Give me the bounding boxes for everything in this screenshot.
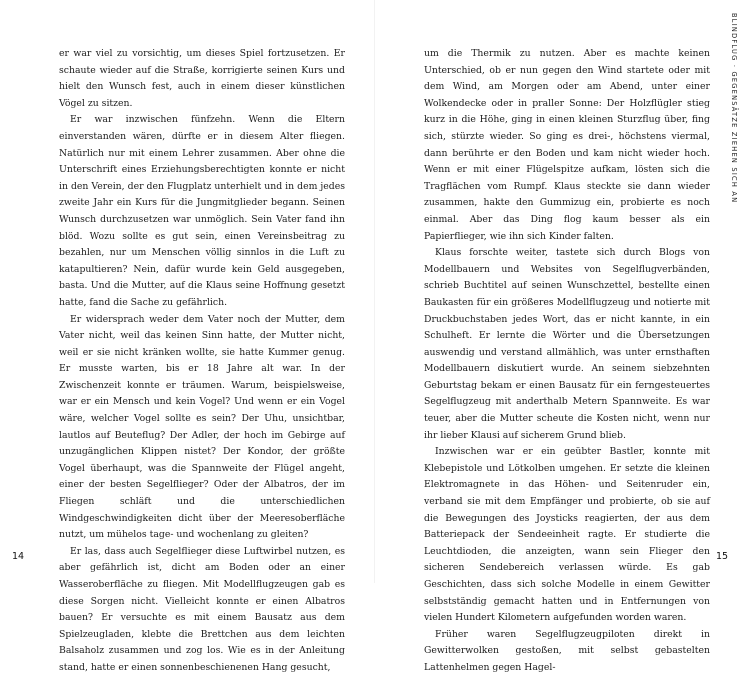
paragraph: um die Thermik zu nutzen. Aber es machte keinen Unterschied, ob er nun gegen den Wind startete oder mit dem Wind, am Morgen oder am Abend, unter einer Wolkendecke oder in praller Sonne: Der Holzflügler stieg kurz in die Höhe, ging in einen kleinen Sturzflug über, fing sich, stürzte wieder. So ging es drei-, höchstens viermal, dann berührte er den Boden und kam nicht wieder hoch. Wenn er mit einer Flügelspitze aufkam, lösten sich die Tragflächen vom Rumpf. Klaus steckte sie dann wieder zusammen, hakte den Gummizug ein, probierte es noch einmal. Aber das Ding flog kaum besser als ein Papierflieger, wie ihn sich Kinder falten. xyxy=(424,48,710,242)
left-page-text xyxy=(59,46,345,677)
page-number-right: 15 xyxy=(716,551,729,562)
paragraph: Früher waren Segelflugzeugpiloten direkt in Gewitterwolken gestoßen, mit selbst gebastelten Lattenhelmen gegen Hagel- xyxy=(424,628,710,673)
paragraph: Inzwischen war er ein geübter Bastler, konnte mit Klebepistole und Lötkolben umgehen. Er setzte die kleinen Elektromagnete in das Höhen- und Seitenruder ein, verband sie mit dem Empfänger und probierte, ob sie auf die Bewegungen des Joysticks reagierten, der aus dem Batteriepack der Sendeeinheit ragte. Er studierte die Leuchtdioden, die anzeigten, wann sein Flieger den sicheren Sendebereich verlassen würde. Es gab Geschichten, dass sich solche Modelle in einem Gewitter selbstständig gemacht hatten und in Entfernungen von vielen Hundert Kilometern aufgefunden worden waren. xyxy=(424,446,710,624)
paragraph: Er las, dass auch Segelflieger diese Luftwirbel nutzen, es aber gefährlich ist, dicht am Boden oder an einer Wasseroberfläche zu fliegen. Mit Modellflugzeugen gab es diese Sorgen nicht. Vielleicht konnte er einen Albatros bauen? Er versuchte es mit einem Bausatz aus dem Spielzeugladen, klebte die Brettchen aus dem leichten Balsaholz zusammen und zog los. Wie es in der Anleitung stand, hatte er einen sonnenbeschienenen Hang gesucht, xyxy=(59,545,345,673)
paragraph: er war viel zu vorsichtig, um dieses Spiel fortzusetzen. Er schaute wieder auf die Straße, korrigierte seinen Kurs und hielt den Wunsch fest, auch in einem dieser künstlichen Vögel zu sitzen. xyxy=(59,48,345,109)
right-page-text xyxy=(424,46,710,677)
paragraph: Er widersprach weder dem Vater noch der Mutter, dem Vater nicht, weil das keinen Sinn hatte, der Mutter nicht, weil er sie nicht kränken wollte, sie hatte Kummer genug. Er musste warten, bis er 18 Jahre alt war. In der Zwischenzeit konnte er träumen. Warum, beispielsweise, war er ein Mensch und kein Vogel? Und wenn er ein Vogel wäre, welcher Vogel sollte es sein? Der Uhu, unsichtbar, lautlos auf Beuteflug? Der Adler, der hoch im Gebirge auf unzugänglichen Klippen nistet? Der Kondor, der größte Vogel überhaupt, was die Spannweite der Flügel angeht, einer der besten Segelflieger? Oder der Albatros, der im Fliegen schläft und die unterschiedlichen Windgeschwindigkeiten dicht über der Meeresoberfläche nutzt, um mühelos tage- und wochenlang zu gleiten? xyxy=(59,313,345,541)
page-number-left: 14 xyxy=(12,551,25,562)
paragraph: Klaus forschte weiter, tastete sich durch Blogs von Modellbauern und Websites von Segelflugverbänden, schrieb Buchtitel auf seinen Wunschzettel, bestellte einen Baukasten für ein größeres Modellflugzeug und notierte mit Druckbuchstaben jedes Wort, das er nicht kannte, in ein Schulheft. Er lernte die Wörter und die Übersetzungen auswendig und verstand allmählich, was unter ernsthaften Modellbauern diskutiert wurde. An seinem siebzehnten Geburtstag bekam er einen Bausatz für ein ferngesteuertes Segelflugzeug mit anderthalb Metern Spannweite. Es war teuer, aber die Mutter scheute die Kosten nicht, wenn nur ihr lieber Klausi auf sicherem Grund blieb. xyxy=(424,247,710,441)
right-page xyxy=(375,0,750,673)
running-head xyxy=(724,13,744,343)
paragraph: Er war inzwischen fünfzehn. Wenn die Eltern einverstanden wären, dürfte er in diesem Alter fliegen. Natürlich nur mit einem Lehrer zusammen. Aber ohne die Unterschrift eines Erziehungsberechtigten konnte er nicht in den Verein, der den Flugplatz unterhielt und in dem jedes zweite Jahr ein Kurs für die Jungmitglieder begann. Seinen Wunsch durchzusetzen war unmöglich. Sein Vater fand ihn blöd. Wozu sollte es gut sein, einen Vereinsbeitrag zu bezahlen, nur um Menschen völlig sinnlos in die Luft zu katapultieren? Nein, dafür wurde kein Geld ausgegeben, basta. Und die Mutter, auf die Klaus seine Hoffnung gesetzt hatte, fand die Sache zu gefährlich. xyxy=(59,114,345,308)
left-page xyxy=(0,0,375,673)
running-head-text: BLINDFLUG · GEGENSÄTZE ZIEHEN SICH AN xyxy=(730,13,738,204)
